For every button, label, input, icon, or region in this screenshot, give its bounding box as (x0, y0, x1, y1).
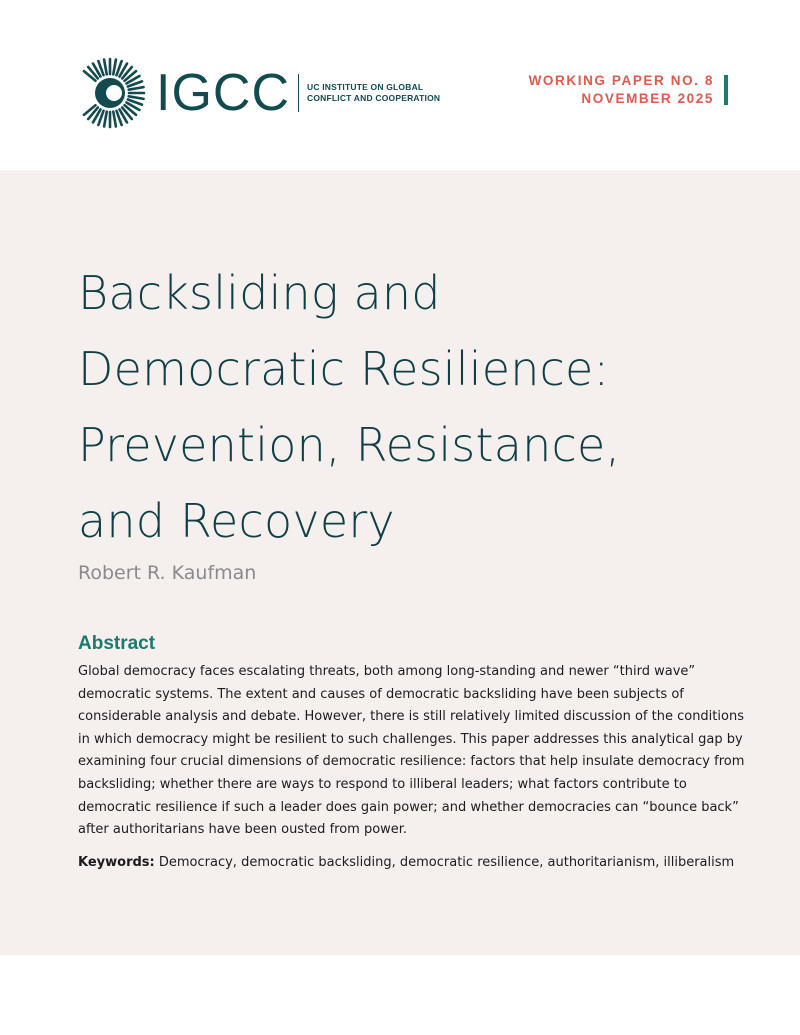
title-line: Democratic Resilience: (78, 342, 610, 396)
abstract-body (78, 661, 745, 842)
logo-ray (129, 87, 144, 90)
abstract-line: after authoritarians have been ousted from power. (78, 822, 408, 838)
paper-date: NOVEMBER 2025 (581, 91, 714, 106)
logo-subtitle (307, 82, 440, 104)
abstract-line: examining four crucial dimensions of democratic resilience: factors that help insulate democracy from (78, 754, 745, 770)
logo-subtitle-line-2: CONFLICT AND COOPERATION (307, 93, 441, 103)
title-line: Prevention, Resistance, (78, 418, 621, 472)
logo-ray (104, 112, 107, 127)
logo-subtitle-line-1: UC INSTITUTE ON GLOBAL (307, 82, 424, 92)
abstract-line: democratic systems. The extent and causes of democratic backsliding have been subjects of (78, 686, 684, 702)
page-footer (0, 955, 800, 1035)
abstract-line: backsliding; whether there are ways to respond to illiberal leaders; what factors contribute to (78, 776, 687, 792)
accent-bar (724, 75, 728, 105)
title-line: and Recovery (78, 494, 395, 548)
igcc-logo-mark-icon (74, 57, 146, 129)
page-header (0, 0, 800, 170)
title-line: Backsliding and (78, 266, 441, 320)
abstract-heading: Abstract (78, 633, 156, 654)
cover-panel (0, 170, 800, 955)
logo-divider (298, 74, 299, 112)
keywords (78, 855, 734, 870)
logo-ray (113, 60, 116, 75)
abstract-line: democratic resilience if such a leader does gain power; and whether democracies can “bounce back” (78, 799, 739, 815)
logo-ray (104, 60, 107, 75)
paper-title (78, 255, 758, 559)
logo-wordmark: IGCC (156, 64, 290, 122)
abstract-line: Global democracy faces escalating threats, both among long-standing and newer “third wave” (78, 664, 696, 679)
paper-number: WORKING PAPER NO. 8 (528, 73, 714, 88)
igcc-logo (74, 57, 440, 129)
author-name: Robert R. Kaufman (78, 562, 257, 584)
keywords-label: Keywords: (78, 855, 155, 870)
logo-ray (113, 112, 116, 127)
logo-ray (129, 96, 144, 99)
keywords-text: Democracy, democratic backsliding, democratic resilience, authoritarianism, illiberalism (158, 855, 735, 870)
abstract-line: in which democracy might be resilient to such challenges. This paper addresses this analytical gap by (78, 731, 743, 747)
paper-meta (529, 72, 714, 108)
abstract-line: considerable analysis and debate. However, there is still relatively limited discussion of the conditions (78, 709, 744, 725)
